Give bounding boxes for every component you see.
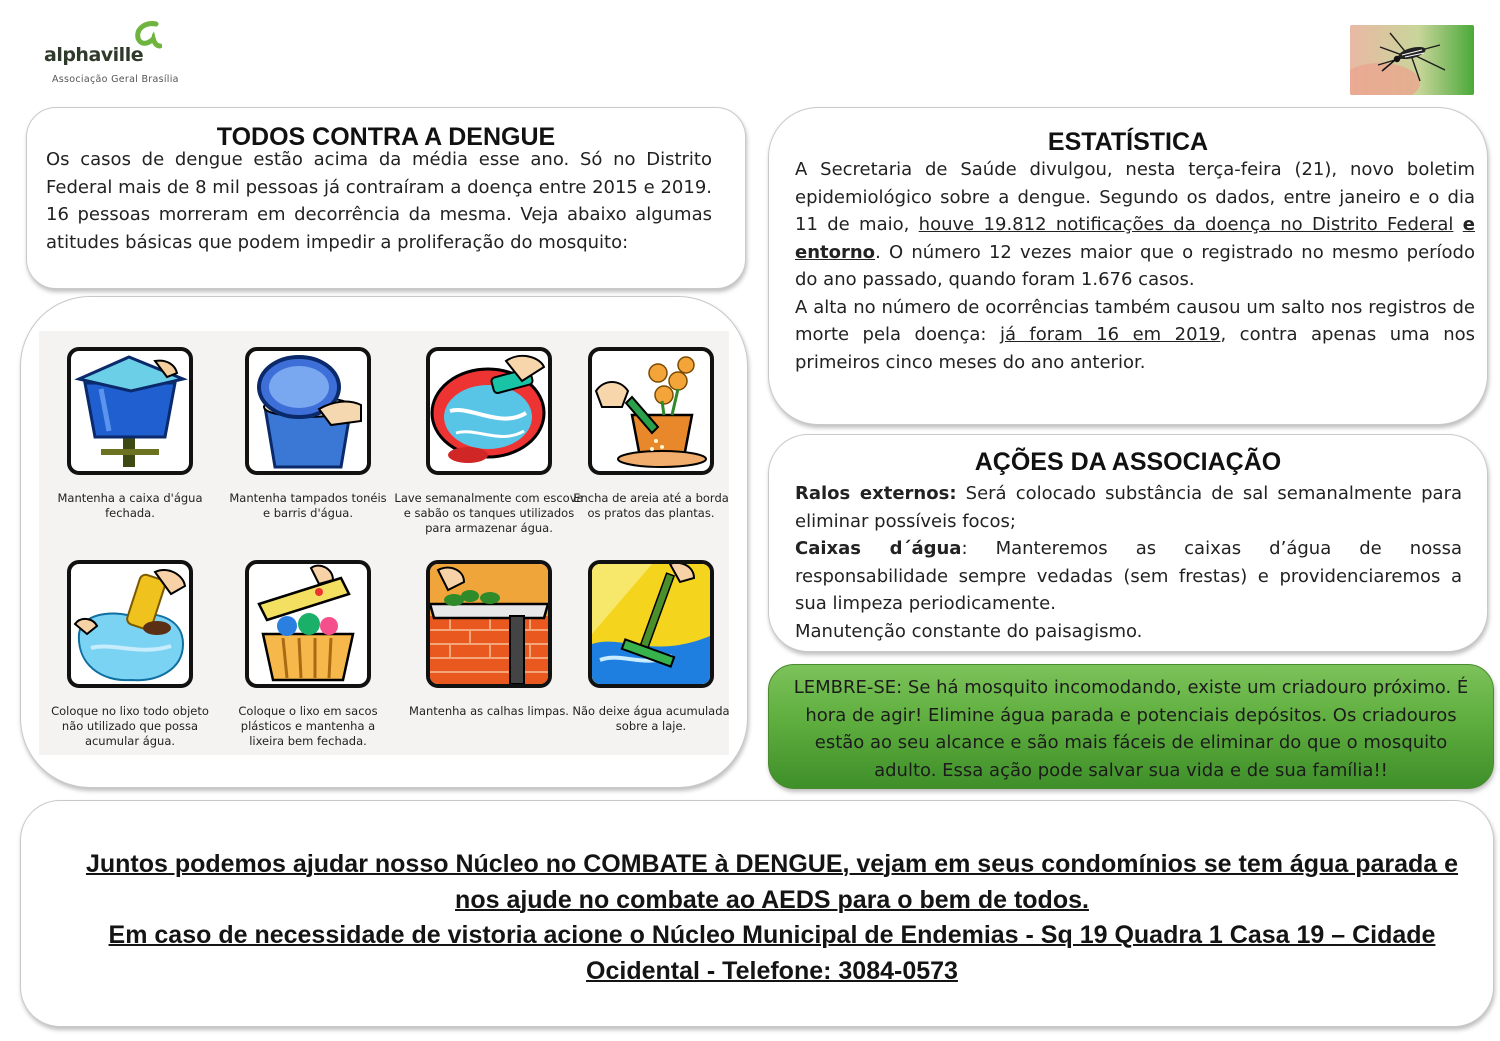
prevention-tips-box bbox=[20, 296, 748, 788]
statistics-text bbox=[795, 156, 1475, 376]
statistics-paragraph-2 bbox=[795, 294, 1475, 377]
clean-gutter-icon bbox=[426, 560, 552, 688]
association-actions-box bbox=[768, 434, 1488, 652]
statistics-box bbox=[768, 107, 1488, 425]
stat-text: A Secretaria de Saúde divulgou, nesta terça-feira (21), novo boletim epidemiológico sobre a dengue. Segundo os dados, entre janeiro e o dia 11 de maio, bbox=[795, 159, 1475, 235]
statistics-paragraph-1 bbox=[795, 156, 1475, 294]
stat-deaths-highlight: já foram 16 em 2019 bbox=[999, 324, 1221, 345]
tip-card bbox=[391, 560, 587, 719]
tip-card bbox=[224, 347, 392, 521]
action-text: : Manteremos as caixas d’água de nossa responsabilidade sempre vedadas (sem frestas) e providenciaremos a sua limpeza periodicamente. bbox=[795, 538, 1463, 614]
tip-caption: Mantenha as calhas limpas. bbox=[409, 704, 569, 718]
action-label: Caixas d´água bbox=[795, 538, 962, 559]
stat-text: A alta no número de ocorrências também causou um salto nos registros de morte pela doença: bbox=[795, 296, 1475, 345]
footer-text bbox=[61, 847, 1483, 989]
tip-caption: Lave semanalmente com escova e sabão os tanques utilizados para armazenar água. bbox=[394, 491, 584, 535]
sand-in-plant-pot-icon bbox=[588, 347, 714, 475]
mosquito-photo bbox=[1350, 25, 1474, 95]
tip-caption: Mantenha a caixa d'água fechada. bbox=[57, 491, 203, 520]
tip-card bbox=[46, 347, 214, 521]
tip-caption: Mantenha tampados tonéis e barris d'água. bbox=[229, 491, 387, 520]
statistics-title: ESTATÍSTICA bbox=[1047, 128, 1209, 156]
action-item bbox=[795, 480, 1462, 535]
stat-text: , contra apenas uma nos primeiros cinco meses do ano anterior. bbox=[795, 324, 1475, 373]
dengue-intro-text: Os casos de dengue estão acima da média esse ano. Só no Distrito Federal mais de 8 mil pessoas já contraíram a doença entre 2015 e 2019. 16 pessoas morreram em decorrência da mesma. Veja abaixo algumas atitudes básicas que podem impedir a proliferação do mosquito: bbox=[46, 149, 712, 253]
tip-card bbox=[391, 347, 587, 536]
tip-card bbox=[567, 347, 735, 521]
tip-caption: Encha de areia até a borda os pratos das plantas. bbox=[573, 491, 729, 520]
association-actions-text bbox=[795, 480, 1462, 645]
action-item bbox=[795, 618, 1462, 646]
reminder-callout bbox=[768, 664, 1494, 789]
covered-water-tank-icon bbox=[67, 347, 193, 475]
stat-text: . O número 12 vezes maior que o registrado no mesmo período do ano passado, quando foram 1.676 casos. bbox=[795, 241, 1475, 290]
tip-card bbox=[567, 560, 735, 734]
scrubbing-tank-icon bbox=[426, 347, 552, 475]
tip-card bbox=[46, 560, 214, 749]
tip-caption: Coloque no lixo todo objeto não utilizado que possa acumular água. bbox=[51, 704, 209, 748]
action-item bbox=[795, 535, 1462, 618]
action-text: Manutenção constante do paisagismo. bbox=[795, 620, 1143, 642]
tip-caption: Não deixe água acumulada sobre a laje. bbox=[572, 704, 730, 733]
logo-brand-text: alphaville bbox=[44, 44, 144, 66]
tip-caption: Coloque o lixo em sacos plásticos e mantenha a lixeira bem fechada. bbox=[238, 704, 378, 748]
trash-bag-icon bbox=[67, 560, 193, 688]
footer-call-to-action bbox=[20, 800, 1494, 1027]
dengue-intro-box bbox=[26, 107, 746, 289]
association-actions-title: AÇÕES DA ASSOCIAÇÃO bbox=[974, 448, 1282, 476]
footer-line-1: Juntos podemos ajudar nosso Núcleo no COMBATE à DENGUE, vejam em seus condomínios se tem água parada e nos ajude no combate ao AEDS para o bem de todos. bbox=[85, 850, 1459, 914]
logo-subtitle: Associação Geral Brasília bbox=[52, 74, 179, 85]
prevention-tips-grid bbox=[39, 331, 729, 755]
alphaville-logo bbox=[40, 24, 210, 94]
footer-line-2: Em caso de necessidade de vistoria acione o Núcleo Municipal de Endemias - Sq 19 Quadra 1 Casa 19 – Cidade Ocidental - Telefone: 3084-0573 bbox=[108, 921, 1436, 985]
dengue-intro-title: TODOS CONTRA A DENGUE bbox=[216, 123, 556, 151]
stat-notifications-highlight: houve 19.812 notificações da doença no Distrito Federal bbox=[918, 214, 1454, 235]
action-label: Ralos externos: bbox=[795, 483, 957, 504]
action-text: Será colocado substância de sal semanalmente para eliminar possíveis focos; bbox=[795, 483, 1463, 532]
covered-barrel-icon bbox=[245, 347, 371, 475]
reminder-text: LEMBRE-SE: Se há mosquito incomodando, existe um criadouro próximo. É hora de agir! Elimine água parada e potenciais depósitos. Os criadouros estão ao seu alcance e são mais fáceis de eliminar do que o mosquito adulto. Essa ação pode salvar sua vida e de sua família!! bbox=[793, 677, 1469, 781]
closed-trash-bin-icon bbox=[245, 560, 371, 688]
tip-card bbox=[224, 560, 392, 749]
squeegee-slab-icon bbox=[588, 560, 714, 688]
stat-entorno-highlight: e entorno bbox=[795, 214, 1475, 263]
